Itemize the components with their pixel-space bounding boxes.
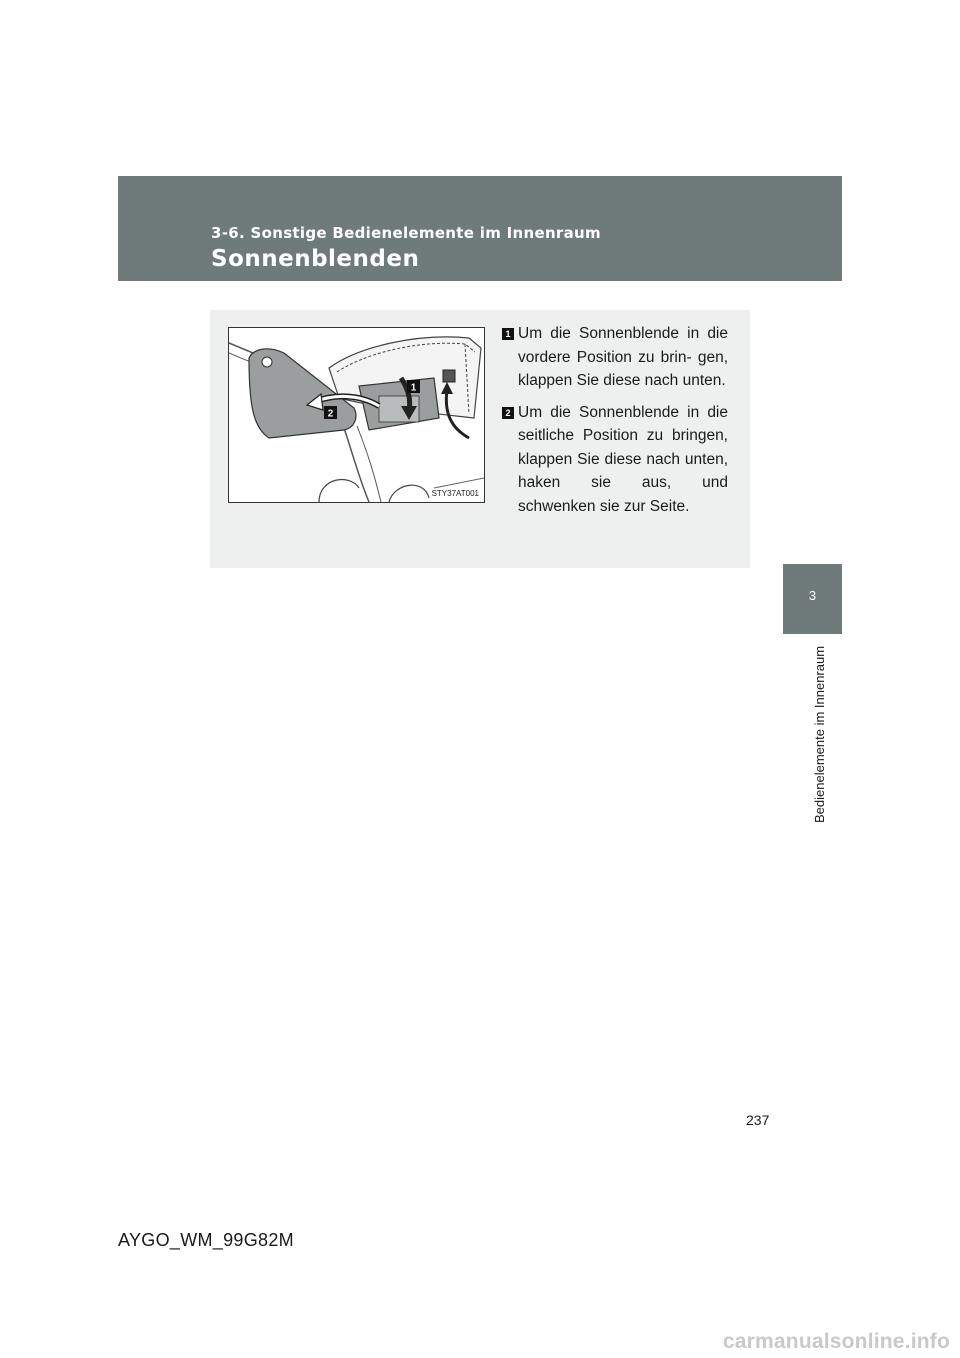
document-code: AYGO_WM_99G82M: [118, 1230, 294, 1250]
chapter-label: Bedienelemente im Innenraum: [812, 646, 827, 824]
section-label: 3-6. Sonstige Bedienelemente im Innenraum: [211, 224, 601, 242]
chapter-header: [118, 176, 842, 281]
page-number: 237: [746, 1112, 770, 1128]
chapter-number: 3: [808, 588, 817, 603]
instruction-step: [502, 401, 728, 519]
step-number-badge: 2: [502, 407, 514, 419]
watermark: carmanualsonline.info: [722, 1330, 950, 1353]
sun-visor-drawing: [229, 328, 484, 502]
figure-code: STY37AT001: [431, 489, 479, 498]
callout-1-label: 1: [410, 382, 417, 394]
sun-visor-illustration: [228, 327, 485, 503]
chapter-tab[interactable]: [783, 564, 842, 634]
content-box: [210, 310, 750, 568]
step-number-badge: 1: [502, 328, 514, 340]
page-title: Sonnenblenden: [211, 246, 420, 272]
instruction-step: [502, 322, 728, 393]
step-text: Um die Sonnenblende in die vordere Position zu brin- gen, klappen Sie diese nach unten.: [518, 325, 728, 389]
callout-2-label: 2: [327, 408, 334, 420]
instruction-list: [502, 322, 728, 526]
step-text: Um die Sonnenblende in die seitliche Position zu bringen, klappen Sie diese nach unten, haken sie aus, und schwenken sie zur Seite.: [518, 403, 728, 515]
